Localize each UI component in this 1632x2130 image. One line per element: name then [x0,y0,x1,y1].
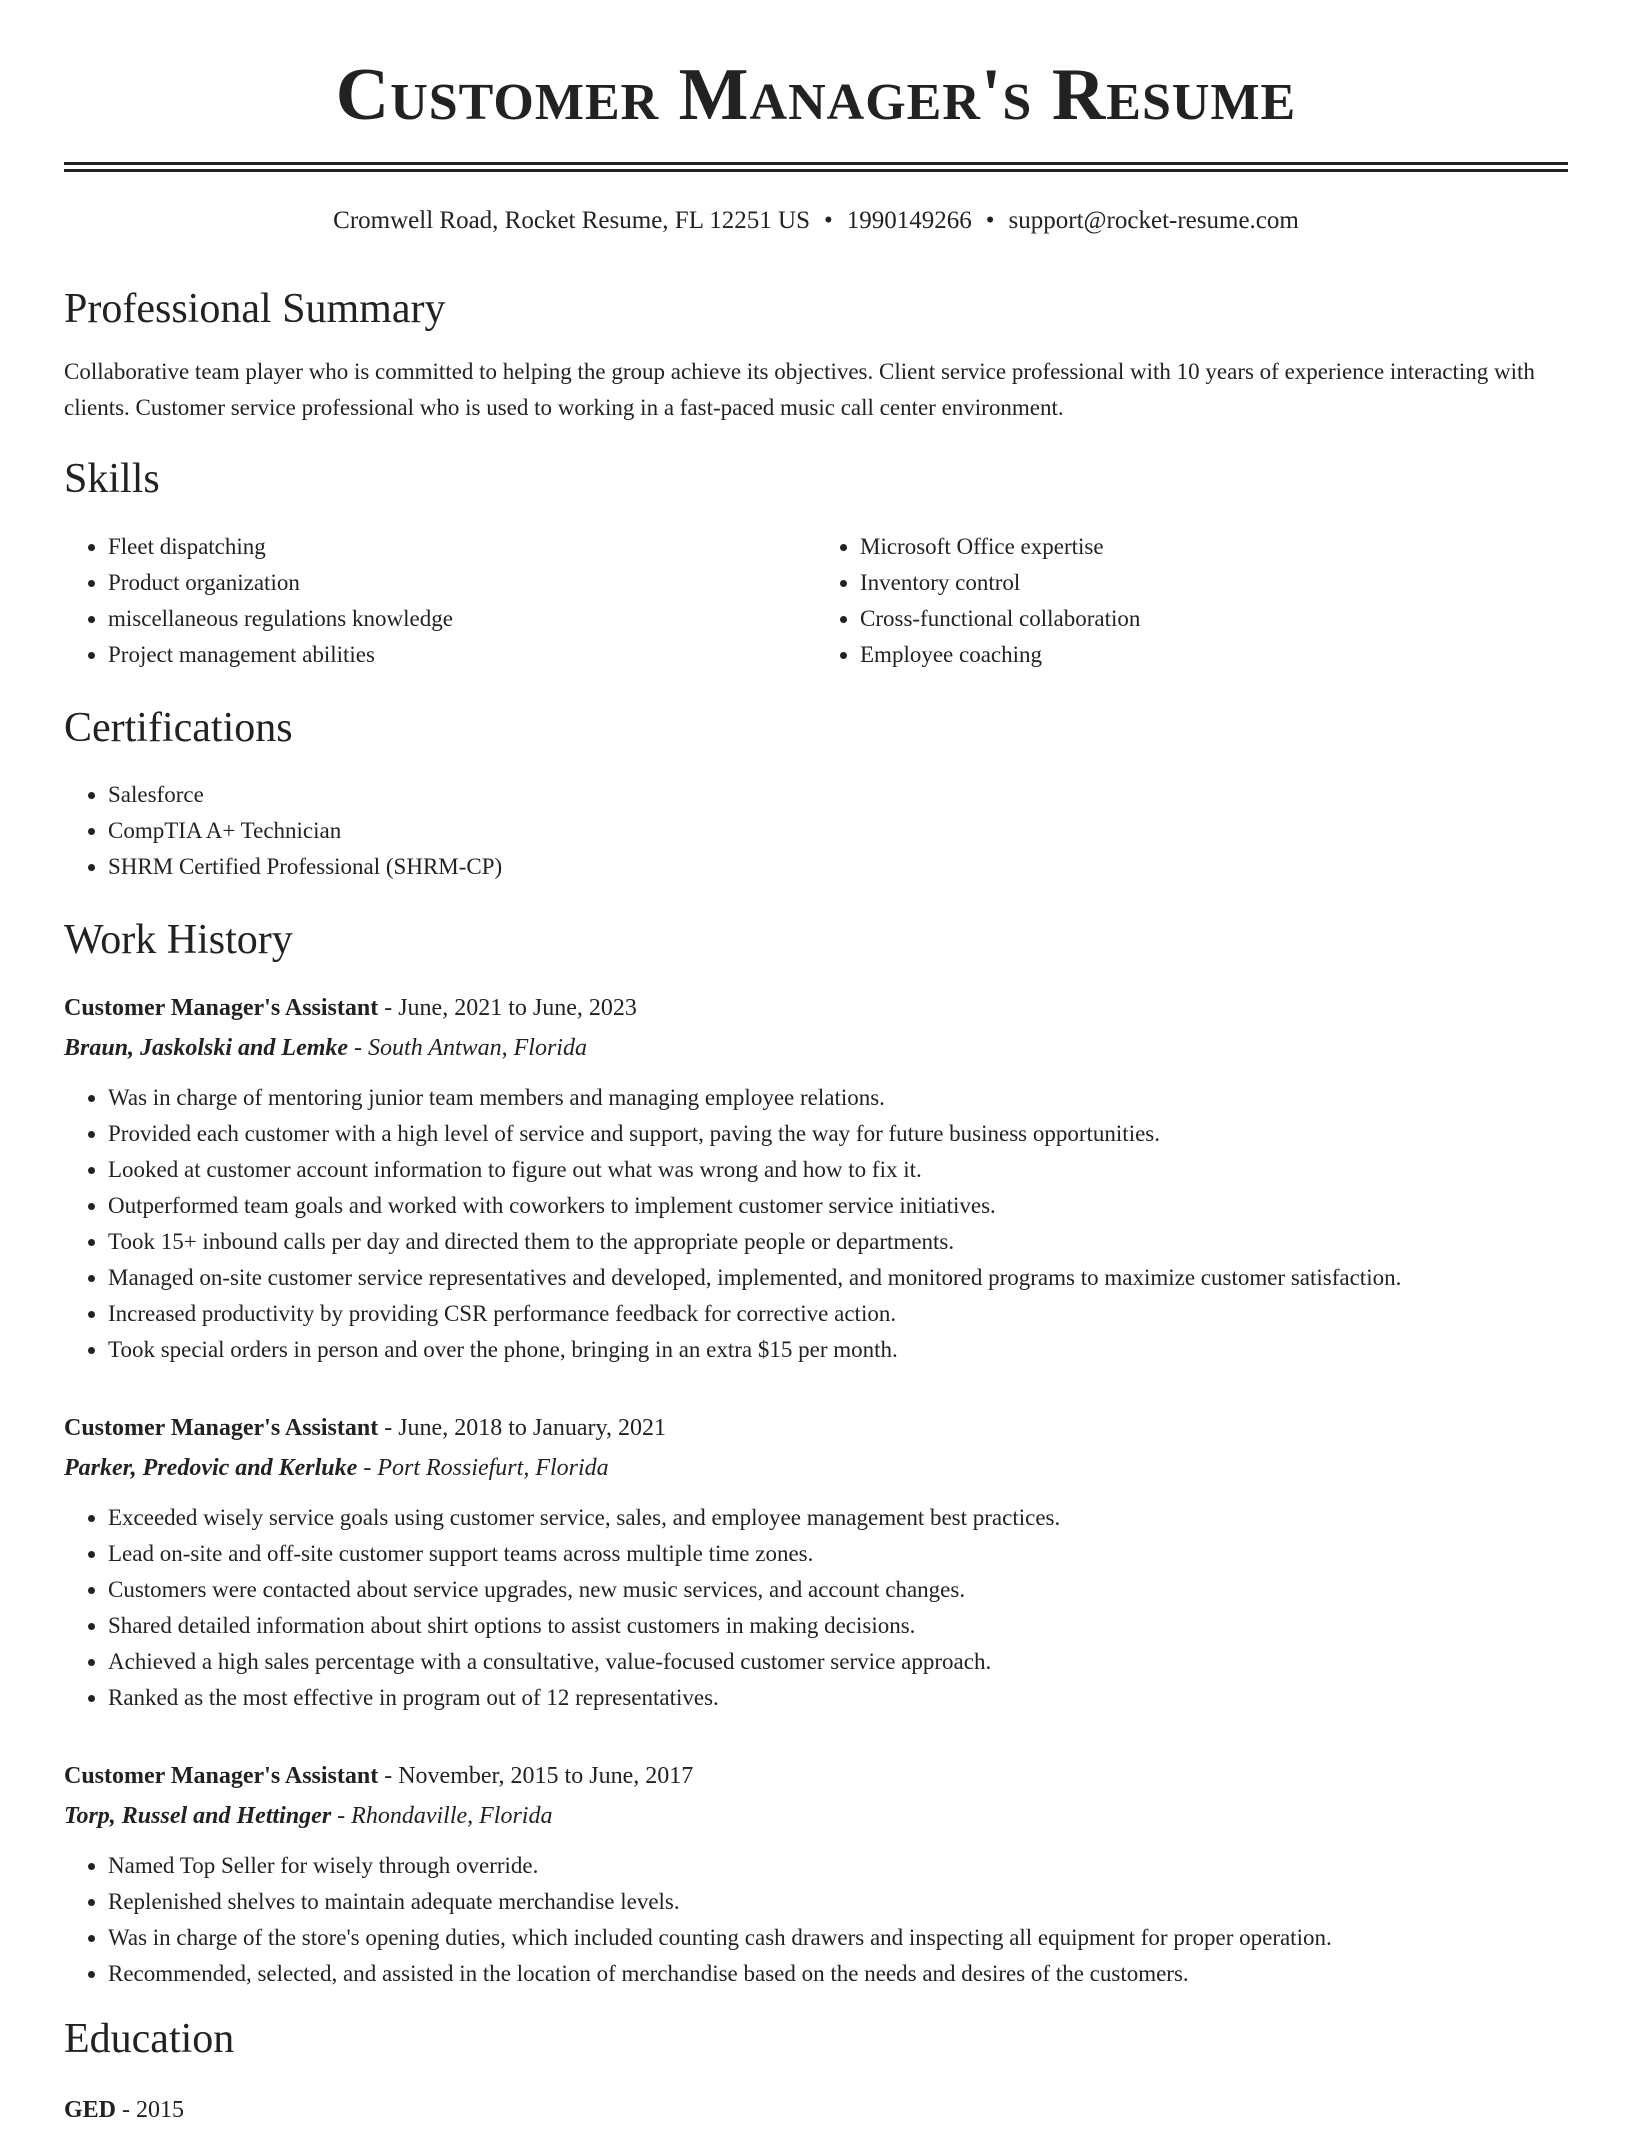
summary-text: Collaborative team player who is committed to helping the group achieve its objectives. Client service professional with 10 years of experience interacting with clients. Customer service professional who is used to working in a fast-paced music call center environment. [64,359,1535,421]
job-bullet: • Shared detailed information about shirt options to assist customers in making decisions. [108,1608,1568,1644]
job-bullet: • Provided each customer with a high level of service and support, paving the way for future business opportunities. [108,1116,1568,1152]
education-entry: GED - 2015 [64,2096,185,2123]
job-bullet: • Named Top Seller for wisely through override. [108,1848,1568,1884]
skill-item: • Cross-functional collaboration [860,601,1568,637]
job-bullet: • Increased productivity by providing CSR performance feedback for corrective action. [108,1296,1568,1332]
skills-list-right [816,529,1568,673]
job-bullets [64,1500,1568,1716]
skills-section [64,454,1568,672]
job-bullet: • Ranked as the most effective in program out of 12 representatives. [108,1680,1568,1716]
job-bullet: • Managed on-site customer service representatives and developed, implemented, and monitored programs to maximize customer satisfaction. [108,1260,1568,1296]
job-title: Customer Manager's Assistant [64,1414,379,1441]
contact-address: Cromwell Road, Rocket Resume, FL 12251 US [333,207,810,234]
job-bullet: • Was in charge of the store's opening duties, which included counting cash drawers and inspecting all equipment for proper operation. [108,1920,1568,1956]
skill-item: • Microsoft Office expertise [860,529,1568,565]
contact-email: support@rocket-resume.com [1008,207,1299,234]
job-title-line: Customer Manager's Assistant - November, 2015 to June, 2017 [64,1762,694,1789]
job-bullet: • Recommended, selected, and assisted in the location of merchandise based on the needs and desires of the customers. [108,1956,1568,1992]
job-bullet: • Outperformed team goals and worked with coworkers to implement customer service initiatives. [108,1188,1568,1224]
skill-item: • Inventory control [860,565,1568,601]
job-dates: June, 2021 to June, 2023 [398,994,637,1021]
job-company: Parker, Predovic and Kerluke [64,1454,358,1481]
job-location: South Antwan, Florida [368,1034,587,1061]
certifications-section [64,703,1568,885]
job-bullet: • Was in charge of mentoring junior team members and managing employee relations. [108,1080,1568,1116]
certifications-list [64,777,1568,885]
job-bullet: • Lead on-site and off-site customer support teams across multiple time zones. [108,1536,1568,1572]
contact-separator: • [824,207,833,234]
resume-title: Customer Manager's Resume [335,54,1297,136]
title-double-rule [64,162,1568,172]
skill-item: • Employee coaching [860,637,1568,673]
job-location: Port Rossiefurt, Florida [377,1454,609,1481]
job-title-line: Customer Manager's Assistant - June, 2021 to June, 2023 [64,994,637,1021]
skill-item: • Fleet dispatching [108,529,816,565]
skill-item: • Product organization [108,565,816,601]
work-history-section [64,915,1568,1991]
job-company-line: Torp, Russel and Hettinger - Rhondaville, Florida [64,1802,553,1829]
skill-item: • Project management abilities [108,637,816,673]
job-company: Torp, Russel and Hettinger [64,1802,332,1829]
contact-phone: 1990149266 [846,207,972,234]
job-bullet: • Took 15+ inbound calls per day and directed them to the appropriate people or departments. [108,1224,1568,1260]
job-bullets [64,1080,1568,1368]
education-year: 2015 [136,2096,185,2123]
job-bullet: • Exceeded wisely service goals using customer service, sales, and employee management best practices. [108,1500,1568,1536]
certifications-heading: Certifications [64,704,293,751]
education-heading: Education [64,2015,235,2062]
job-dates: June, 2018 to January, 2021 [398,1414,666,1441]
job-dates: November, 2015 to June, 2017 [398,1762,694,1789]
certification-item: • CompTIA A+ Technician [108,813,1568,849]
skills-grid [64,529,1568,673]
summary-section [64,284,1568,426]
job-title-line: Customer Manager's Assistant - June, 2018 to January, 2021 [64,1414,666,1441]
skills-heading: Skills [64,456,160,503]
job-title: Customer Manager's Assistant [64,1762,379,1789]
job-bullets [64,1848,1568,1992]
work-history-heading: Work History [64,917,293,964]
contact-line [64,206,1568,236]
job-bullet: • Took special orders in person and over the phone, bringing in an extra $15 per month. [108,1332,1568,1368]
certification-item: • Salesforce [108,777,1568,813]
job-company: Braun, Jaskolski and Lemke [64,1034,349,1061]
job-bullet: • Achieved a high sales percentage with a consultative, value-focused customer service approach. [108,1644,1568,1680]
job-entry [64,1408,1568,1716]
contact-separator: • [985,207,995,234]
job-bullet: • Replenished shelves to maintain adequate merchandise levels. [108,1884,1568,1920]
skills-list-left [64,529,816,673]
job-company-line: Braun, Jaskolski and Lemke - South Antwan, Florida [64,1034,587,1061]
job-entry [64,1756,1568,1992]
job-entry [64,988,1568,1368]
certification-item: • SHRM Certified Professional (SHRM-CP) [108,849,1568,885]
job-bullet: • Customers were contacted about service upgrades, new music services, and account changes. [108,1572,1568,1608]
education-section [64,2014,1568,2130]
job-bullet: • Looked at customer account information to figure out what was wrong and how to fix it. [108,1152,1568,1188]
summary-heading: Professional Summary [64,286,446,332]
job-location: Rhondaville, Florida [351,1802,553,1829]
job-title: Customer Manager's Assistant [64,994,379,1021]
skill-item: • miscellaneous regulations knowledge [108,601,816,637]
education-degree: GED [64,2096,117,2123]
job-company-line: Parker, Predovic and Kerluke - Port Rossiefurt, Florida [64,1454,609,1481]
